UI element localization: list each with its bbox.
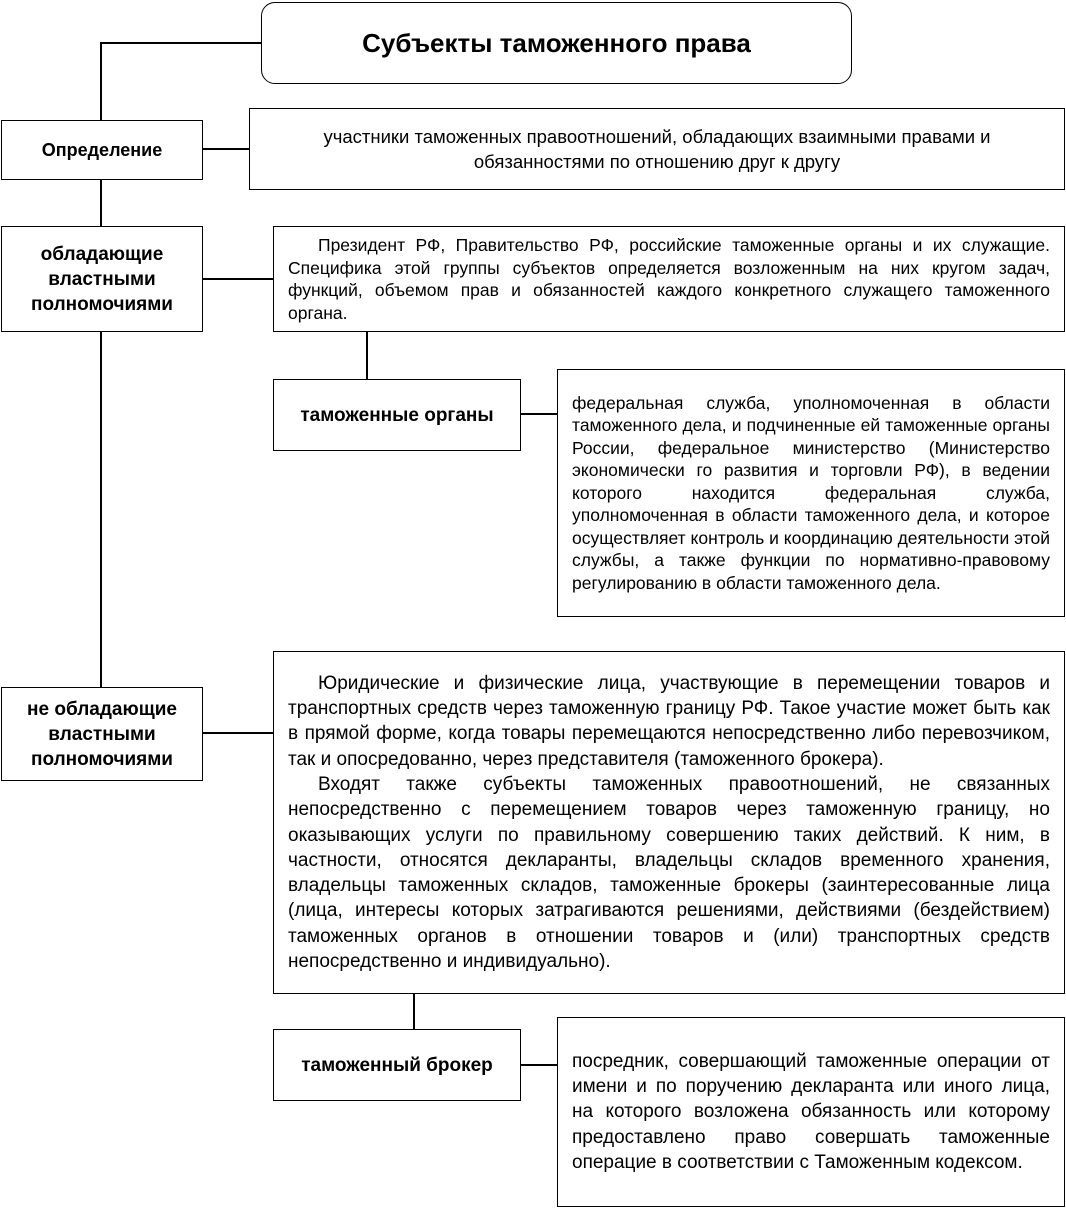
connector-line [202,148,250,150]
connector-line [413,993,415,1030]
connector-line [100,42,102,121]
definition-label: Определение [41,139,163,160]
page-title: Субъекты таможенного права [362,27,751,58]
customs-broker-text: посредник, совершающий таможенные операции от имени и по поручению декларанта или иного лица, на которого возложена обязанность или которому предоставлено право совершать таможенные операцие в соответствии с Таможенным кодексом. [572,1050,1050,1173]
customs-broker-label-box [273,1029,521,1101]
connector-line [366,331,368,380]
customs-bodies-label: таможенные органы [300,404,494,426]
without-authority-label-box [1,687,203,781]
customs-bodies-text-box [557,369,1065,617]
connector-line [202,732,274,734]
without-authority-paragraph-1: Юридические и физические лица, участвующие в перемещении товаров и транспортных средств через таможенную границу РФ. Такое участие может быть как в прямой форме, когда товары перемещаются непосредственно либо перевозчиком, так и опосредованно, через представителя (таможенного брокера). [288,672,1050,770]
connector-line [202,278,274,280]
with-authority-text-box [273,226,1065,332]
connector-line [100,331,102,688]
with-authority-label: обладающие властными полномочиями [31,243,173,315]
customs-bodies-text: федеральная служба, уполномоченная в области таможенного дела, и подчиненные ей таможенные органы России, федеральное министерство (Министерство экономически го развития и торговли РФ), в ведении которого находится федеральная служба, уполномоченная в области таможенного дела, и которое осуществляет контроль и координацию деятельности этой службы, а также функции по нормативно-правовому регулированию в области таможенного дела. [572,392,1050,593]
with-authority-label-box [1,226,203,332]
connector-line [520,413,558,415]
connector-line [100,179,102,227]
with-authority-text: Президент РФ, Правительство РФ, российские таможенные органы и их служащие. Специфика этой группы субъектов определяется возложенным на них кругом задач, функций, объемом прав и обязанностей каждого конкретного служащего таможенного органа. [288,235,1050,323]
customs-broker-label: таможенный брокер [301,1054,493,1076]
definition-label-box [1,120,203,180]
definition-text: участники таможенных правоотношений, обладающих взаимными правами и обязанностями по отношению друг к другу [323,126,991,172]
connector-line [100,42,262,44]
customs-broker-text-box [557,1017,1065,1207]
customs-bodies-label-box [273,379,521,451]
title-box [261,2,852,84]
connector-line [520,1064,558,1066]
without-authority-text-box [273,651,1065,994]
without-authority-label: не обладающие властными полномочиями [27,698,177,770]
without-authority-paragraph-2: Входят также субъекты таможенных правоотношений, не связанных непосредственно с перемещением товаров через таможенную границу, но оказывающих услуги по правильному совершению таких действий. К ним, в частности, относятся декларанты, владельцы складов временного хранения, владельцы таможенных складов, таможенные брокеры (заинтересованные лица (лица, интересы которых затрагиваются решениями, действиями (бездействием) таможенных органов в отношении товаров и (или) транспортных средств непосредственно и индивидуально). [288,773,1050,972]
definition-text-box [249,108,1065,190]
